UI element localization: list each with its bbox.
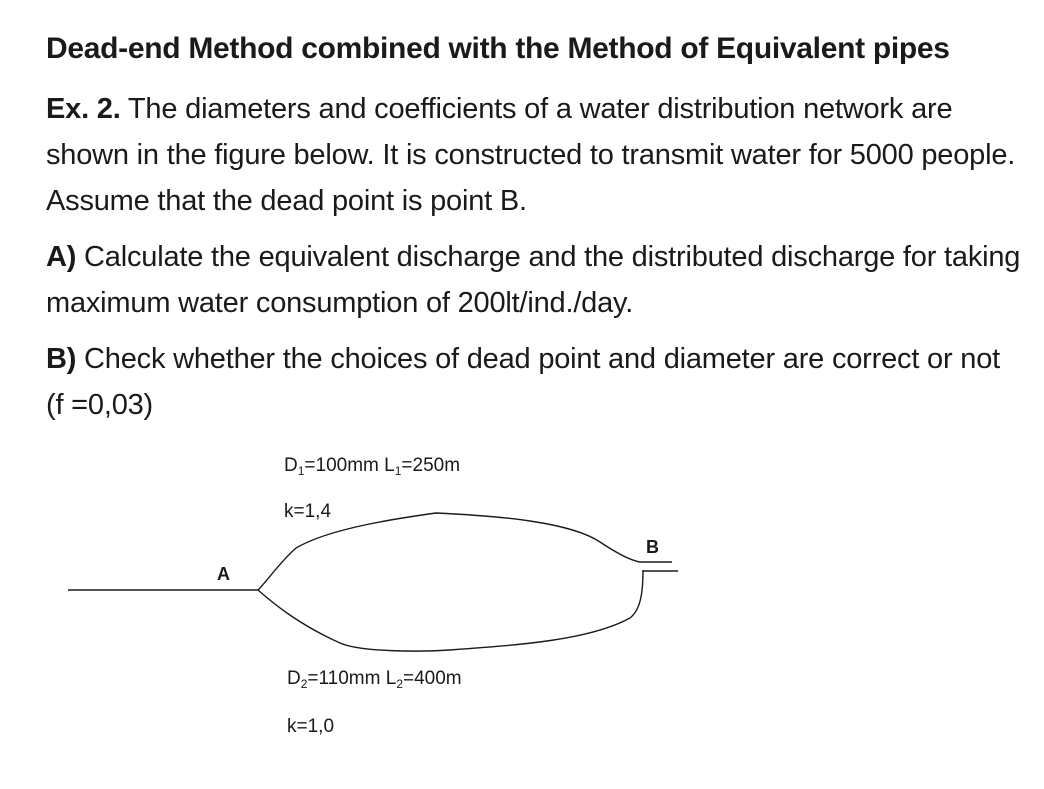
pipe-1-l-value: =250m	[401, 455, 461, 476]
pipe-1-d-letter: D	[284, 455, 298, 476]
part-a	[46, 234, 1021, 326]
pipe-2-l-letter: L	[385, 668, 397, 689]
part-a-label: A)	[46, 241, 77, 273]
pipe-2-k: k=1,0	[287, 716, 335, 737]
pipe-1-l-letter: L	[384, 455, 395, 476]
pipe-2	[258, 570, 643, 651]
slide-title: Dead-end Method combined with the Method of Equivalent pipes	[46, 32, 950, 65]
pipe-1-l-sub: 1	[394, 464, 402, 478]
part-b-label: B)	[46, 343, 77, 375]
network-figure	[0, 440, 1044, 789]
problem-text: The diameters and coefficients of a water distribution network are shown in the figure below. It is constructed to transmit water for 5000 people. Assume that the dead point is point B.	[46, 93, 1016, 217]
pipe-1-dims	[284, 455, 460, 478]
network-diagram	[0, 440, 1044, 789]
pipe-2-d-sub: 2	[300, 677, 308, 691]
pipe-2-d-value: =110mm	[307, 668, 381, 689]
pipe-2-dims	[287, 668, 462, 691]
pipe-2-l-value: =400m	[403, 668, 462, 689]
pipe-1-d-value: =100mm	[304, 455, 379, 476]
problem-statement	[46, 86, 1021, 224]
part-b	[46, 336, 1021, 428]
pipe-2-l-sub: 2	[396, 677, 404, 691]
node-b-label: B	[646, 537, 659, 557]
pipe-1-d-sub: 1	[297, 464, 305, 478]
part-a-text: Calculate the equivalent discharge and the distributed discharge for taking maximum water consumption of 200lt/ind./day.	[46, 241, 1021, 319]
part-b-text: Check whether the choices of dead point and diameter are correct or not (f =0,03)	[46, 343, 1000, 421]
problem-label: Ex. 2.	[46, 93, 121, 125]
pipe-2-d-letter: D	[287, 668, 301, 689]
node-a-label: A	[217, 564, 230, 584]
pipe-1	[258, 513, 640, 590]
pipe-1-k: k=1,4	[284, 501, 332, 522]
